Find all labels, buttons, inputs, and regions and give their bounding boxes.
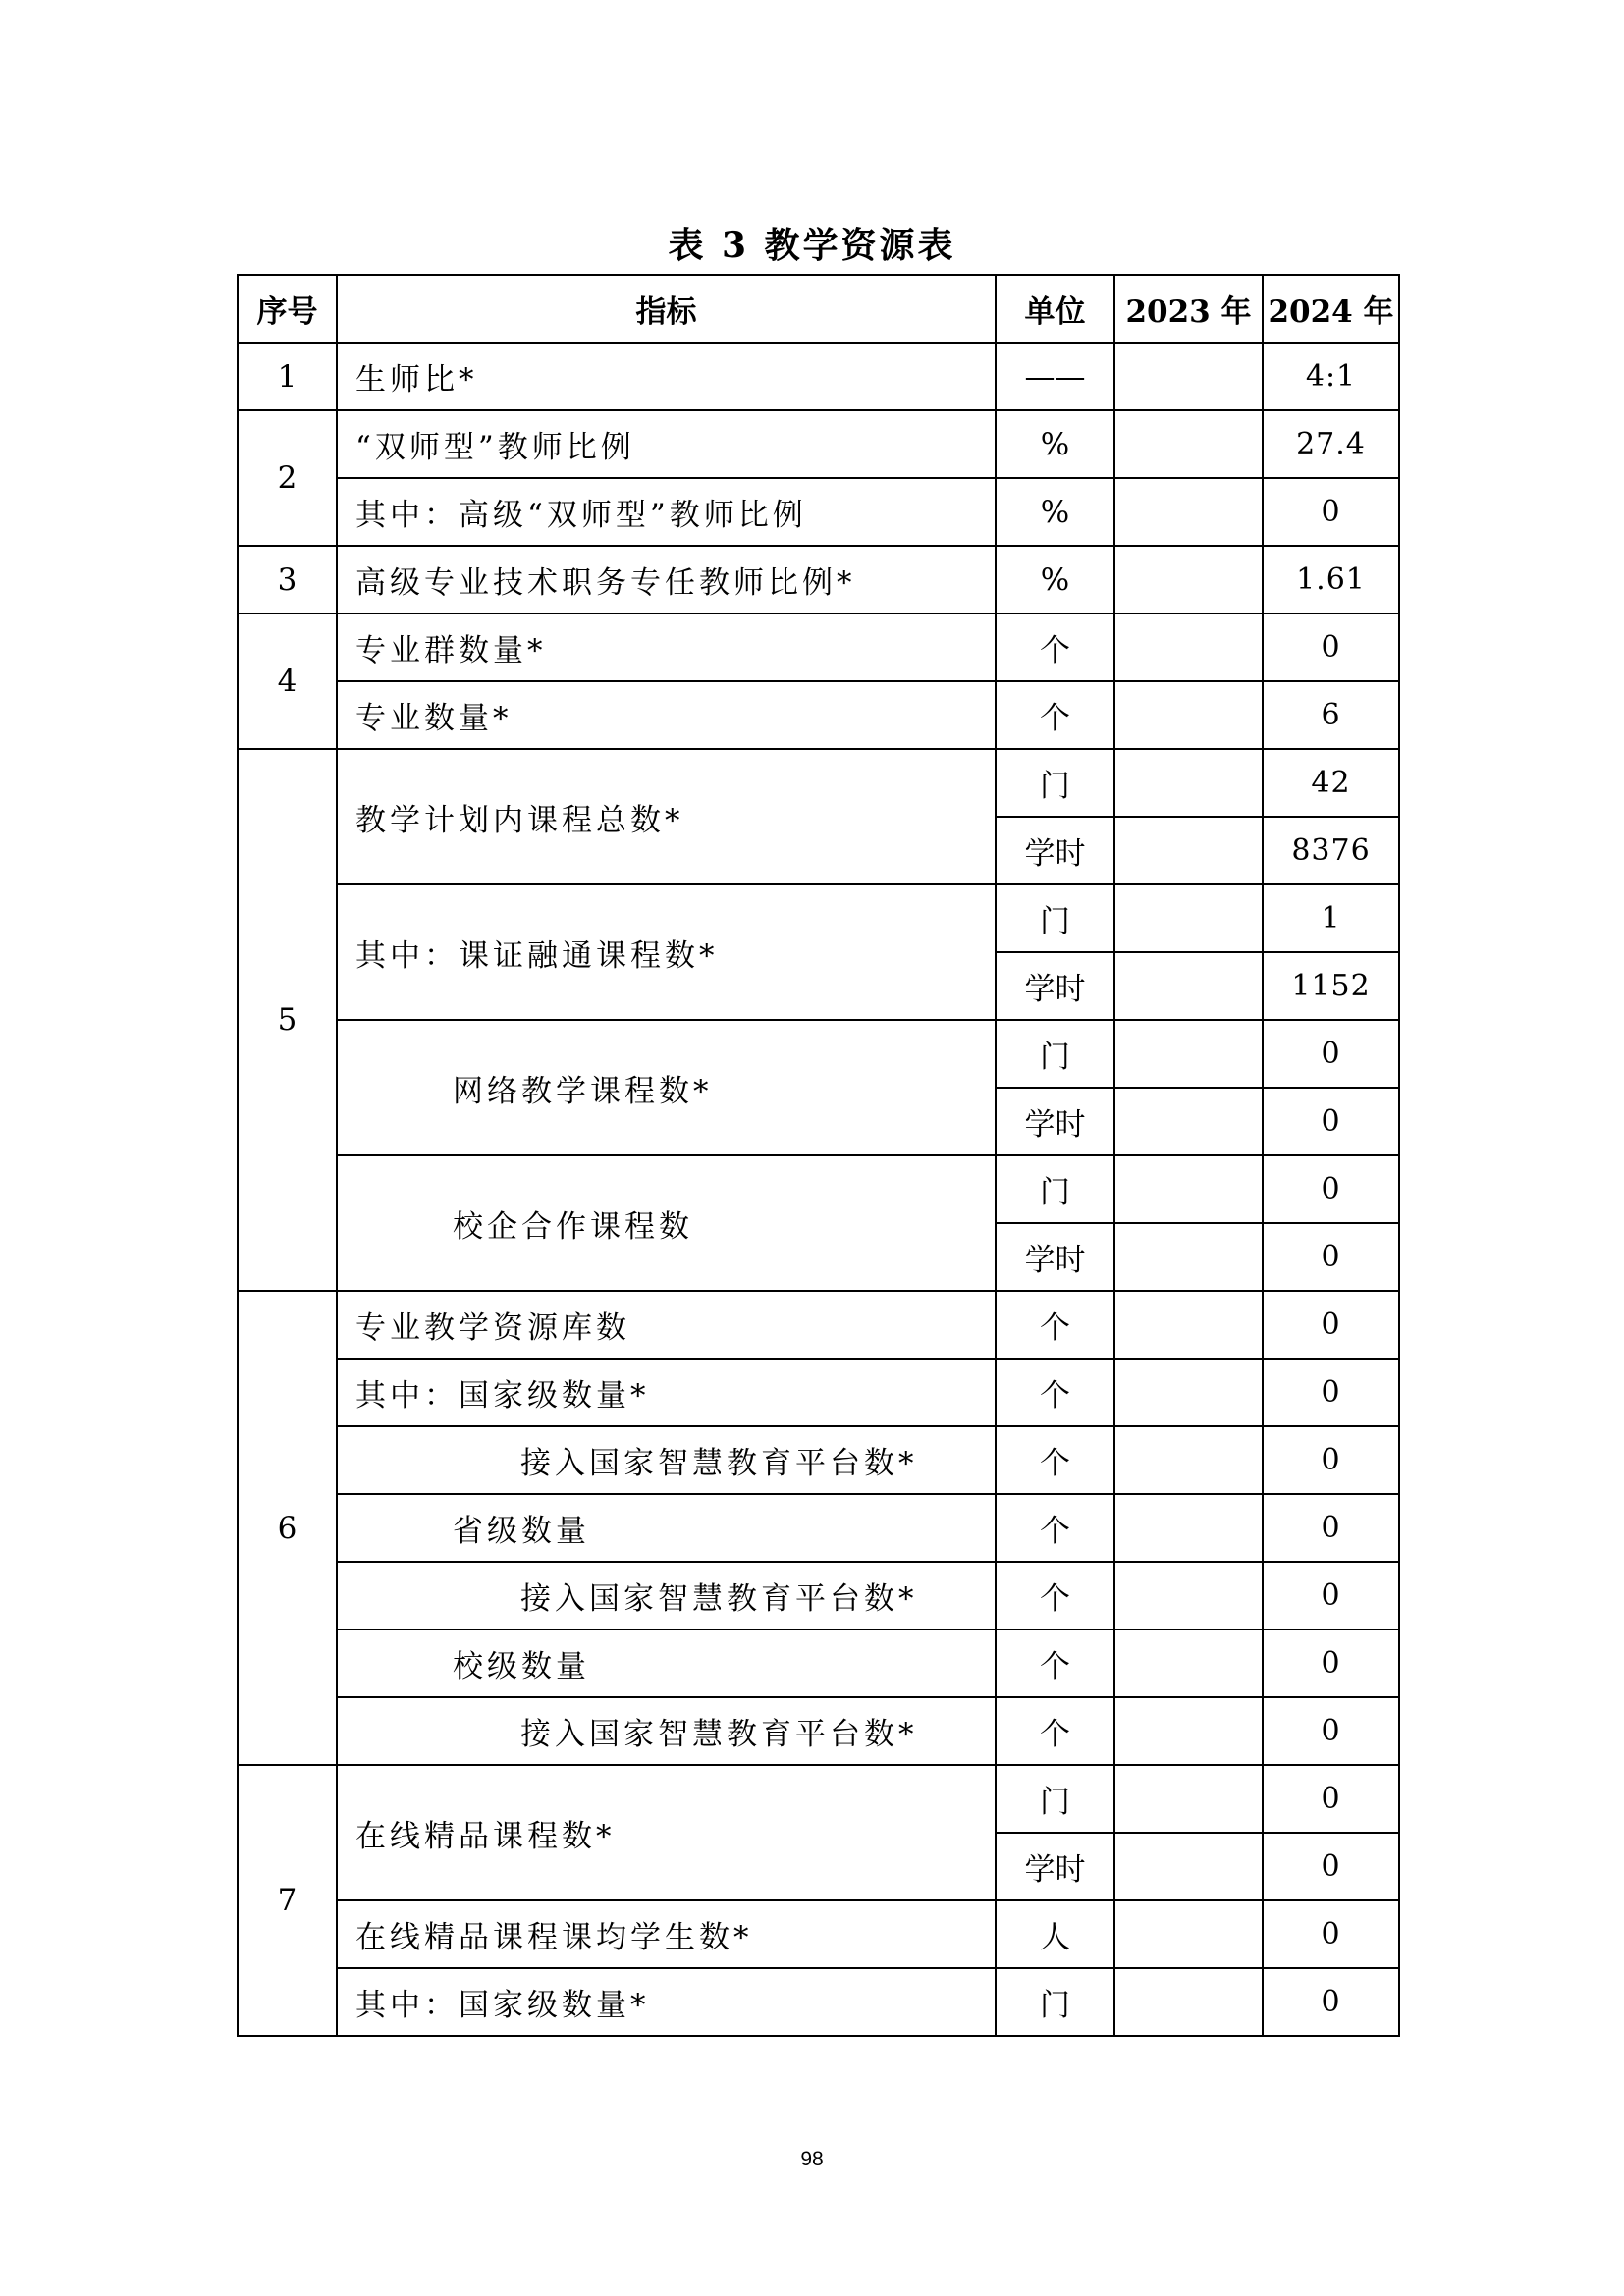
unit-cell: 个: [996, 1562, 1114, 1629]
unit-cell: %: [996, 546, 1114, 614]
header-seq: 序号: [238, 275, 337, 343]
value-2023-cell: [1114, 343, 1263, 410]
unit-cell: 门: [996, 1968, 1114, 2036]
value-2023-cell: [1114, 1426, 1263, 1494]
table-row: [238, 546, 1399, 614]
value-2024-cell: 0: [1263, 1155, 1399, 1223]
indicator-cell: 其中：高级“双师型”教师比例: [337, 478, 996, 546]
table-row: [238, 1900, 1399, 1968]
unit-cell: 门: [996, 1765, 1114, 1833]
value-2024-cell: 42: [1263, 749, 1399, 817]
unit-cell: ——: [996, 343, 1114, 410]
table-row: [238, 343, 1399, 410]
value-2024-cell: 0: [1263, 1494, 1399, 1562]
value-2024-cell: 0: [1263, 1697, 1399, 1765]
table-row: [238, 1968, 1399, 2036]
table-row: [238, 478, 1399, 546]
unit-cell: 门: [996, 749, 1114, 817]
indicator-cell: “双师型”教师比例: [337, 410, 996, 478]
indicator-cell: 在线精品课程课均学生数*: [337, 1900, 996, 1968]
table-row: [238, 884, 1399, 952]
value-2023-cell: [1114, 749, 1263, 817]
header-2023: 2023 年: [1114, 275, 1263, 343]
indicator-cell: 专业教学资源库数: [337, 1291, 996, 1359]
unit-cell: 学时: [996, 1088, 1114, 1155]
indicator-cell: 生师比*: [337, 343, 996, 410]
unit-cell: 门: [996, 1020, 1114, 1088]
value-2024-cell: 0: [1263, 1968, 1399, 2036]
unit-cell: 人: [996, 1900, 1114, 1968]
page-number: 98: [800, 2148, 824, 2170]
teaching-resources-table: [237, 274, 1400, 2037]
unit-cell: 门: [996, 1155, 1114, 1223]
value-2024-cell: 0: [1263, 1629, 1399, 1697]
unit-cell: 学时: [996, 817, 1114, 884]
value-2023-cell: [1114, 546, 1263, 614]
table-row: [238, 1494, 1399, 1562]
value-2024-cell: 0: [1263, 1562, 1399, 1629]
value-2024-cell: 0: [1263, 1833, 1399, 1900]
seq-cell: 2: [238, 410, 337, 546]
unit-cell: 门: [996, 884, 1114, 952]
value-2023-cell: [1114, 681, 1263, 749]
indicator-cell: 高级专业技术职务专任教师比例*: [337, 546, 996, 614]
value-2024-cell: 0: [1263, 1426, 1399, 1494]
unit-cell: %: [996, 410, 1114, 478]
table-row: [238, 1426, 1399, 1494]
indicator-cell: 接入国家智慧教育平台数*: [337, 1426, 996, 1494]
unit-cell: 个: [996, 681, 1114, 749]
unit-cell: 学时: [996, 1223, 1114, 1291]
value-2024-cell: 0: [1263, 1291, 1399, 1359]
value-2023-cell: [1114, 1562, 1263, 1629]
table-row: [238, 410, 1399, 478]
value-2023-cell: [1114, 1223, 1263, 1291]
value-2023-cell: [1114, 1629, 1263, 1697]
unit-cell: 学时: [996, 952, 1114, 1020]
table-row: [238, 681, 1399, 749]
value-2023-cell: [1114, 884, 1263, 952]
unit-cell: 个: [996, 1629, 1114, 1697]
seq-cell: 6: [238, 1291, 337, 1765]
unit-cell: 个: [996, 1291, 1114, 1359]
seq-cell: 5: [238, 749, 337, 1291]
indicator-cell: 专业数量*: [337, 681, 996, 749]
value-2023-cell: [1114, 1833, 1263, 1900]
value-2023-cell: [1114, 952, 1263, 1020]
seq-cell: 3: [238, 546, 337, 614]
table-header-row: [238, 275, 1399, 343]
table-row: [238, 1765, 1399, 1833]
indicator-cell: 教学计划内课程总数*: [337, 749, 996, 884]
value-2024-cell: 27.4: [1263, 410, 1399, 478]
table-row: [238, 1562, 1399, 1629]
indicator-cell: 专业群数量*: [337, 614, 996, 681]
indicator-cell: 其中：国家级数量*: [337, 1968, 996, 2036]
value-2023-cell: [1114, 478, 1263, 546]
table-row: [238, 1291, 1399, 1359]
header-unit: 单位: [996, 275, 1114, 343]
value-2024-cell: 6: [1263, 681, 1399, 749]
unit-cell: 个: [996, 1494, 1114, 1562]
value-2023-cell: [1114, 410, 1263, 478]
table-row: [238, 614, 1399, 681]
value-2023-cell: [1114, 1697, 1263, 1765]
unit-cell: %: [996, 478, 1114, 546]
value-2023-cell: [1114, 1155, 1263, 1223]
value-2024-cell: 0: [1263, 1359, 1399, 1426]
value-2024-cell: 0: [1263, 1900, 1399, 1968]
unit-cell: 学时: [996, 1833, 1114, 1900]
value-2024-cell: 0: [1263, 478, 1399, 546]
value-2023-cell: [1114, 1359, 1263, 1426]
value-2024-cell: 0: [1263, 1765, 1399, 1833]
table-title: 表 3 教学资源表: [668, 225, 956, 266]
value-2023-cell: [1114, 1900, 1263, 1968]
table-row: [238, 1155, 1399, 1223]
unit-cell: 个: [996, 1697, 1114, 1765]
value-2024-cell: 0: [1263, 1020, 1399, 1088]
value-2024-cell: 1.61: [1263, 546, 1399, 614]
value-2023-cell: [1114, 1020, 1263, 1088]
indicator-cell: 其中：国家级数量*: [337, 1359, 996, 1426]
seq-cell: 1: [238, 343, 337, 410]
value-2024-cell: 1152: [1263, 952, 1399, 1020]
indicator-cell: 接入国家智慧教育平台数*: [337, 1562, 996, 1629]
value-2024-cell: 4:1: [1263, 343, 1399, 410]
value-2024-cell: 8376: [1263, 817, 1399, 884]
seq-cell: 4: [238, 614, 337, 749]
value-2024-cell: 1: [1263, 884, 1399, 952]
indicator-cell: 接入国家智慧教育平台数*: [337, 1697, 996, 1765]
table-row: [238, 749, 1399, 817]
value-2024-cell: 0: [1263, 1088, 1399, 1155]
indicator-cell: 校企合作课程数: [337, 1155, 996, 1291]
value-2023-cell: [1114, 1088, 1263, 1155]
indicator-cell: 省级数量: [337, 1494, 996, 1562]
header-indicator: 指标: [337, 275, 996, 343]
unit-cell: 个: [996, 614, 1114, 681]
indicator-cell: 在线精品课程数*: [337, 1765, 996, 1900]
value-2023-cell: [1114, 1291, 1263, 1359]
indicator-cell: 网络教学课程数*: [337, 1020, 996, 1155]
value-2024-cell: 0: [1263, 614, 1399, 681]
table-row: [238, 1697, 1399, 1765]
indicator-cell: 其中：课证融通课程数*: [337, 884, 996, 1020]
value-2023-cell: [1114, 1968, 1263, 2036]
header-2024: 2024 年: [1263, 275, 1399, 343]
unit-cell: 个: [996, 1359, 1114, 1426]
value-2023-cell: [1114, 1494, 1263, 1562]
value-2024-cell: 0: [1263, 1223, 1399, 1291]
table-row: [238, 1020, 1399, 1088]
table-row: [238, 1629, 1399, 1697]
value-2023-cell: [1114, 1765, 1263, 1833]
value-2023-cell: [1114, 817, 1263, 884]
unit-cell: 个: [996, 1426, 1114, 1494]
indicator-cell: 校级数量: [337, 1629, 996, 1697]
seq-cell: 7: [238, 1765, 337, 2036]
table-row: [238, 1359, 1399, 1426]
value-2023-cell: [1114, 614, 1263, 681]
